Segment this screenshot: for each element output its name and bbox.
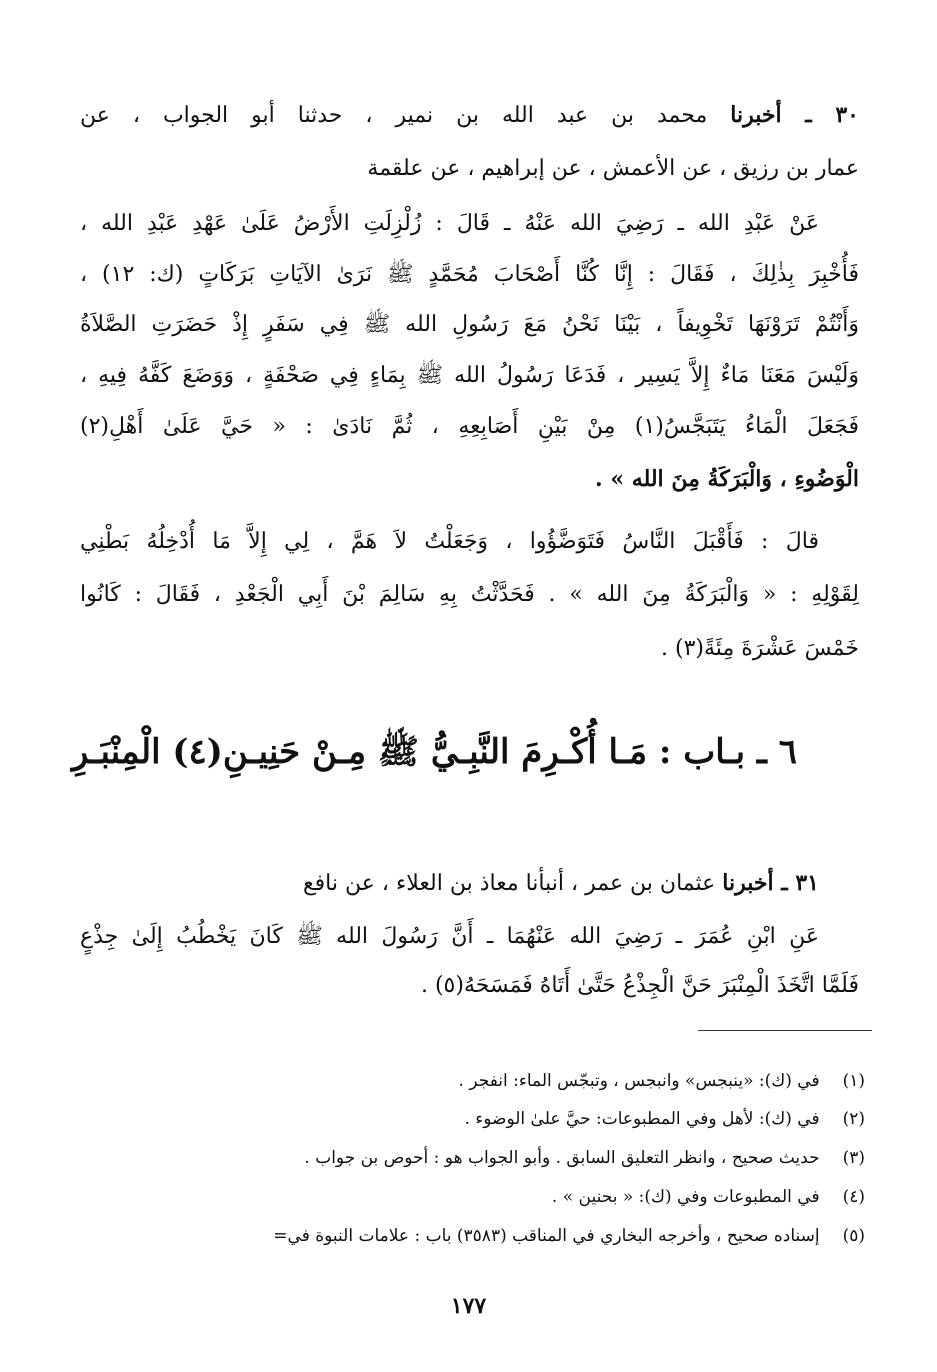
isnad-text: محمد بن عبد الله بن نمير ، حدثنا أبو الجواب ، عن [80, 103, 731, 128]
footnote-number: (١) [842, 1071, 865, 1091]
hadith-number: ٣٠ ـ أخبرنا [730, 102, 859, 128]
hadith-30-matn-line: فَجَعَلَ الْمَاءُ يَتَبَجَّسُ(١) مِنْ بَيْنِ أَصَابِعِهِ ، ثُمَّ نَادَىٰ : « حَيَّ عَلَىٰ أَهْلِ(٢) [80, 414, 860, 439]
hadith-31-matn-line: عَنِ ابْنِ عُمَرَ ـ رَضِيَ الله عَنْهُمَا ـ أَنَّ رَسُولَ الله ﷺ كَانَ يَخْطُبُ إِلَىٰ جِذْعٍ [80, 924, 819, 949]
footnote [70, 1104, 865, 1134]
footnote-number: (٢) [842, 1109, 865, 1129]
footnote-text: في (ك): لأهل وفي المطبوعات: حيَّ علىٰ الوضوء . [464, 1109, 820, 1129]
footnote [70, 1066, 865, 1096]
footnote [70, 1182, 865, 1212]
hadith-30-matn-line: وَلَيْسَ مَعَنَا مَاءٌ إِلاَّ يَسِير ، فَدَعَا رَسُولُ الله ﷺ بِمَاءٍ فِي صَحْفَةٍ ، وَوَضَعَ كَفَّهُ فِيهِ ، [80, 363, 859, 388]
footnote-text: حديث صحيح ، وانظر التعليق السابق . وأبو الجواب هو : أحوص بن جواب . [304, 1148, 820, 1168]
footnote-number: (٣) [842, 1148, 865, 1168]
hadith-number: ٣١ ـ أخبرنا [722, 870, 819, 896]
footnote-text: في المطبوعات وفي (ك): « بحنين » . [551, 1187, 820, 1207]
chapter-heading: ٦ ـ بـاب : مَـا أُكْـرِمَ النَّبِـيُّ ﷺ مِـنْ حَنِيـنِ(٤) الْمِنْبَـرِ [71, 732, 797, 772]
footnote-separator [698, 1030, 872, 1031]
footnote-text: في (ك): «ينبجس» وانبجس ، وتبجّس الماء: انفجر . [458, 1071, 820, 1091]
hadith-30-isnad-line-2: عمار بن رزيق ، عن الأعمش ، عن إبراهيم ، عن علقمة [367, 156, 859, 181]
page-number: ١٧٧ [450, 1293, 487, 1319]
hadith-30-isnad-line-1 [80, 96, 859, 135]
hadith-30-matn-line: وَأَنْتُمْ تَرَوْنَهَا تَخْوِيفاً ، بَيْنَا نَحْنُ مَعَ رَسُولِ الله ﷺ فِي سَفَرٍ إِذْ حَضَرَتِ الصَّلاَةُ [80, 312, 859, 337]
hadith-31-matn-line: فَلَمَّا اتَّخَذَ الْمِنْبَرَ حَنَّ الْجِذْعُ حَتَّىٰ أَتَاهُ فَمَسَحَهُ(٥) . [420, 973, 859, 998]
footnote-text: إسناده صحيح ، وأخرجه البخاري في المناقب (٣٥٨٣) باب : علامات النبوة في= [273, 1226, 820, 1246]
footnote [70, 1221, 865, 1251]
hadith-30-qala-line: خَمْسَ عَشْرَةَ مِئَةً(٣) . [661, 636, 859, 661]
hadith-30-matn-line: فَأُخْبِرَ بِذٰلِكَ ، فَقَالَ : إِنَّا كُنَّا أَصْحَابَ مُحَمَّدٍ ﷺ نَرَىٰ الآيَاتِ بَرَكَاتٍ (ك: ١٢) ، [80, 262, 859, 287]
hadith-30-qala-line: لِقَوْلِهِ : « وَالْبَرَكَةُ مِنَ الله » . فَحَدَّثْتُ بِهِ سَالِمَ بْنَ أَبِي الْجَعْدِ ، فَقَالَ : كَانُوا [80, 582, 859, 607]
footnote-number: (٤) [842, 1187, 865, 1207]
hadith-30-matn-line: عَنْ عَبْدِ الله ـ رَضِيَ الله عَنْهُ ـ قَالَ : زُلْزِلَتِ الأَرْضُ عَلَىٰ عَهْدِ عَبْدِ الله ، [80, 211, 819, 236]
hadith-31-isnad-line [302, 864, 819, 903]
footnote-number: (٥) [842, 1226, 865, 1246]
hadith-30-qala-line: قالَ : فَأَقْبَلَ النَّاسُ فَتَوَضَّؤُوا ، وَجَعَلْتُ لاَ هَمَّ ، لِي إِلاَّ مَا أُدْخِلُهُ بَطْنِي [80, 529, 819, 554]
isnad-text: عثمان بن عمر ، أنبأنا معاذ بن العلاء ، عن نافع [302, 871, 723, 896]
footnote [70, 1143, 865, 1173]
hadith-30-matn-line: الْوَضُوءِ ، وَالْبَرَكَةُ مِنَ الله » . [595, 466, 859, 492]
